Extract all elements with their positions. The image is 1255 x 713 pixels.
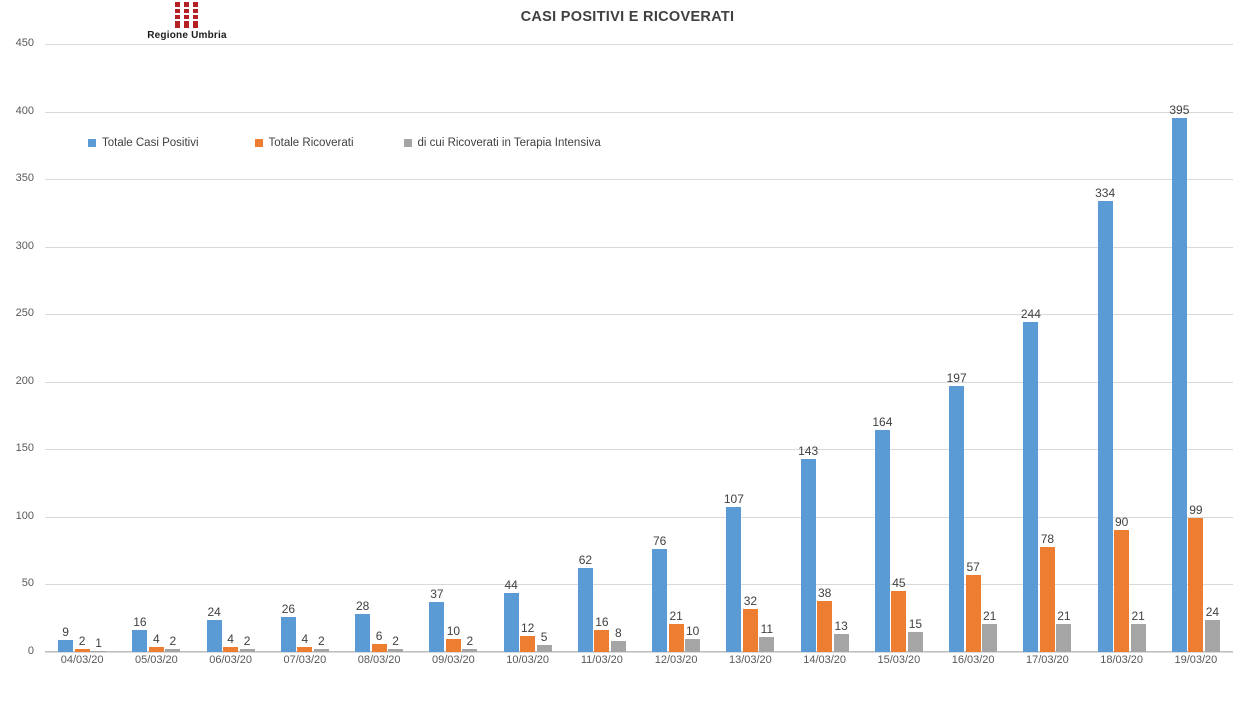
y-axis-tick-label: 50 <box>21 577 34 590</box>
bar[interactable] <box>149 631 164 652</box>
y-axis-tick-label: 300 <box>15 239 34 252</box>
chart-title: CASI POSITIVI E RICOVERATI <box>520 9 735 25</box>
bar-value-label: 8 <box>615 626 622 641</box>
bar-value-label: 16 <box>133 615 147 630</box>
bar-value-label: 395 <box>1169 103 1190 118</box>
bar-value-label: 2 <box>169 634 177 649</box>
x-axis-tick-label: 07/03/20 <box>283 654 327 666</box>
x-axis-tick-label: 18/03/20 <box>1100 654 1144 666</box>
bar[interactable] <box>1188 503 1203 652</box>
bar-value-label: 4 <box>227 631 234 646</box>
bar-value-label: 10 <box>446 623 461 638</box>
gridline <box>45 652 1233 653</box>
bar-group <box>268 44 342 652</box>
bar[interactable] <box>743 593 758 652</box>
bar[interactable] <box>504 577 519 652</box>
bar[interactable] <box>1095 185 1116 652</box>
bars-layer <box>45 44 1233 652</box>
bar-group <box>1159 44 1233 652</box>
bar[interactable] <box>372 628 387 652</box>
legend-label: Totale Ricoverati <box>268 137 354 149</box>
bar-value-label: 9 <box>62 624 69 639</box>
bar-value-label: 10 <box>685 623 700 638</box>
bar[interactable] <box>834 619 849 652</box>
bar-value-label: 107 <box>723 492 744 507</box>
y-axis-tick-label: 250 <box>15 307 34 320</box>
bar-value-label: 26 <box>281 601 296 616</box>
y-axis-tick-label: 400 <box>15 104 34 117</box>
bar-value-label: 11 <box>760 622 774 637</box>
bar-value-label: 21 <box>669 608 683 623</box>
bar[interactable] <box>1169 103 1190 652</box>
bar[interactable] <box>75 634 90 652</box>
bar-value-label: 62 <box>578 553 593 568</box>
bar[interactable] <box>759 622 774 652</box>
bar-group <box>862 44 936 652</box>
x-axis-tick-label: 04/03/20 <box>60 654 104 666</box>
y-axis-tick-label: 450 <box>15 37 34 49</box>
bar-value-label: 164 <box>872 415 893 430</box>
bar-value-label: 2 <box>78 634 86 649</box>
bar-value-label: 44 <box>504 577 518 592</box>
bar-value-label: 197 <box>946 370 967 385</box>
bar-value-label: 5 <box>540 630 548 645</box>
x-axis-tick-label: 08/03/20 <box>357 654 401 666</box>
x-axis-tick-label: 19/03/20 <box>1174 654 1218 666</box>
bar-value-label: 2 <box>318 634 325 649</box>
bar-value-label: 143 <box>798 443 819 458</box>
bar[interactable] <box>132 615 147 652</box>
x-axis-tick-label: 17/03/20 <box>1025 654 1069 666</box>
x-axis-tick-label: 05/03/20 <box>134 654 178 666</box>
bar-value-label: 1 <box>95 635 102 650</box>
bar[interactable] <box>240 634 255 652</box>
x-axis-tick-label: 15/03/20 <box>877 654 921 666</box>
bar-value-label: 244 <box>1020 307 1041 322</box>
bar[interactable] <box>281 601 296 652</box>
x-axis-tick-label: 09/03/20 <box>431 654 475 666</box>
bar[interactable] <box>872 415 893 652</box>
bar-value-label: 15 <box>908 616 923 631</box>
bar[interactable] <box>520 620 535 652</box>
bar-value-label: 32 <box>743 593 758 608</box>
bar[interactable] <box>669 608 684 652</box>
x-axis-tick-label: 12/03/20 <box>654 654 698 666</box>
bar[interactable] <box>446 623 461 653</box>
x-axis-tick-label: 11/03/20 <box>580 654 623 666</box>
x-axis-tick-label: 06/03/20 <box>209 654 253 666</box>
bar-group <box>1085 44 1159 652</box>
bar[interactable] <box>1131 608 1146 652</box>
bar[interactable] <box>1056 608 1071 652</box>
bar[interactable] <box>1040 531 1055 652</box>
bar-value-label: 21 <box>982 608 997 623</box>
bar-group <box>565 44 639 652</box>
bar-value-label: 78 <box>1040 531 1055 546</box>
y-axis-tick-label: 0 <box>27 645 34 657</box>
x-axis-tick-label: 13/03/20 <box>728 654 772 666</box>
bar-group <box>416 44 490 652</box>
bar-group <box>119 44 193 652</box>
bar-value-label: 90 <box>1114 515 1129 530</box>
bar-value-label: 4 <box>301 631 309 646</box>
bar[interactable] <box>652 534 667 652</box>
bar-group <box>936 44 1010 652</box>
bar-group <box>788 44 862 652</box>
bar[interactable] <box>1205 604 1220 652</box>
bar-value-label: 37 <box>430 587 444 602</box>
legend-label: di cui Ricoverati in Terapia Intensiva <box>417 137 601 149</box>
bar[interactable] <box>58 624 73 652</box>
logo-text: Regione Umbria <box>147 30 227 41</box>
bar-value-label: 334 <box>1095 185 1116 200</box>
bar[interactable] <box>314 634 329 652</box>
bar-value-label: 24 <box>207 604 221 619</box>
bar-group <box>491 44 565 652</box>
bar-value-label: 2 <box>392 634 399 649</box>
x-axis-tick-label: 14/03/20 <box>803 654 847 666</box>
bar[interactable] <box>355 599 370 652</box>
x-axis-tick-label: 10/03/20 <box>506 654 550 666</box>
bar-value-label: 28 <box>355 599 370 614</box>
bar[interactable] <box>982 608 997 652</box>
bar-group <box>342 44 416 652</box>
bar[interactable] <box>207 604 222 652</box>
bar-group <box>194 44 268 652</box>
bar[interactable] <box>223 631 238 652</box>
bar-value-label: 13 <box>834 619 848 634</box>
bar-value-label: 12 <box>520 620 535 635</box>
bar-value-label: 16 <box>595 615 609 630</box>
bar[interactable] <box>966 560 981 652</box>
bar-value-label: 38 <box>817 585 832 600</box>
bar[interactable] <box>908 616 923 652</box>
bar[interactable] <box>723 492 744 652</box>
bar-value-label: 21 <box>1057 608 1071 623</box>
bar-group <box>45 44 119 652</box>
bar[interactable] <box>1020 307 1041 652</box>
bar[interactable] <box>462 634 477 652</box>
bar-value-label: 2 <box>243 634 251 649</box>
bar-value-label: 24 <box>1205 604 1220 619</box>
bar[interactable] <box>429 587 444 652</box>
bar[interactable] <box>165 634 180 652</box>
bar-group <box>639 44 713 652</box>
bar[interactable] <box>946 370 967 652</box>
bar[interactable] <box>578 553 593 652</box>
bar-value-label: 45 <box>892 576 906 591</box>
bar-value-label: 4 <box>153 631 160 646</box>
bar-value-label: 76 <box>652 534 667 549</box>
bar-group <box>1010 44 1084 652</box>
bar-value-label: 99 <box>1189 503 1203 518</box>
bar[interactable] <box>537 630 552 652</box>
bar[interactable] <box>891 576 906 652</box>
bar[interactable] <box>594 615 609 652</box>
bar-group <box>713 44 787 652</box>
bar[interactable] <box>817 585 832 652</box>
y-axis-tick-label: 150 <box>15 442 34 455</box>
x-axis-tick-label: 16/03/20 <box>951 654 995 666</box>
y-axis-tick-label: 200 <box>15 374 34 387</box>
bar[interactable] <box>1114 515 1129 652</box>
bar[interactable] <box>798 443 819 652</box>
bar[interactable] <box>611 626 626 652</box>
bar[interactable] <box>388 634 403 652</box>
bar[interactable] <box>297 631 312 652</box>
bar[interactable] <box>91 635 106 652</box>
x-axis-labels <box>45 654 1233 674</box>
bar-value-label: 57 <box>966 560 980 574</box>
y-axis-tick-label: 350 <box>15 172 34 185</box>
y-axis-tick-label: 100 <box>15 509 34 522</box>
bar-value-label: 6 <box>375 628 383 643</box>
bar[interactable] <box>685 623 700 653</box>
bar-value-label: 21 <box>1131 608 1145 623</box>
bar-value-label: 2 <box>466 634 474 649</box>
legend-label: Totale Casi Positivi <box>102 137 199 149</box>
